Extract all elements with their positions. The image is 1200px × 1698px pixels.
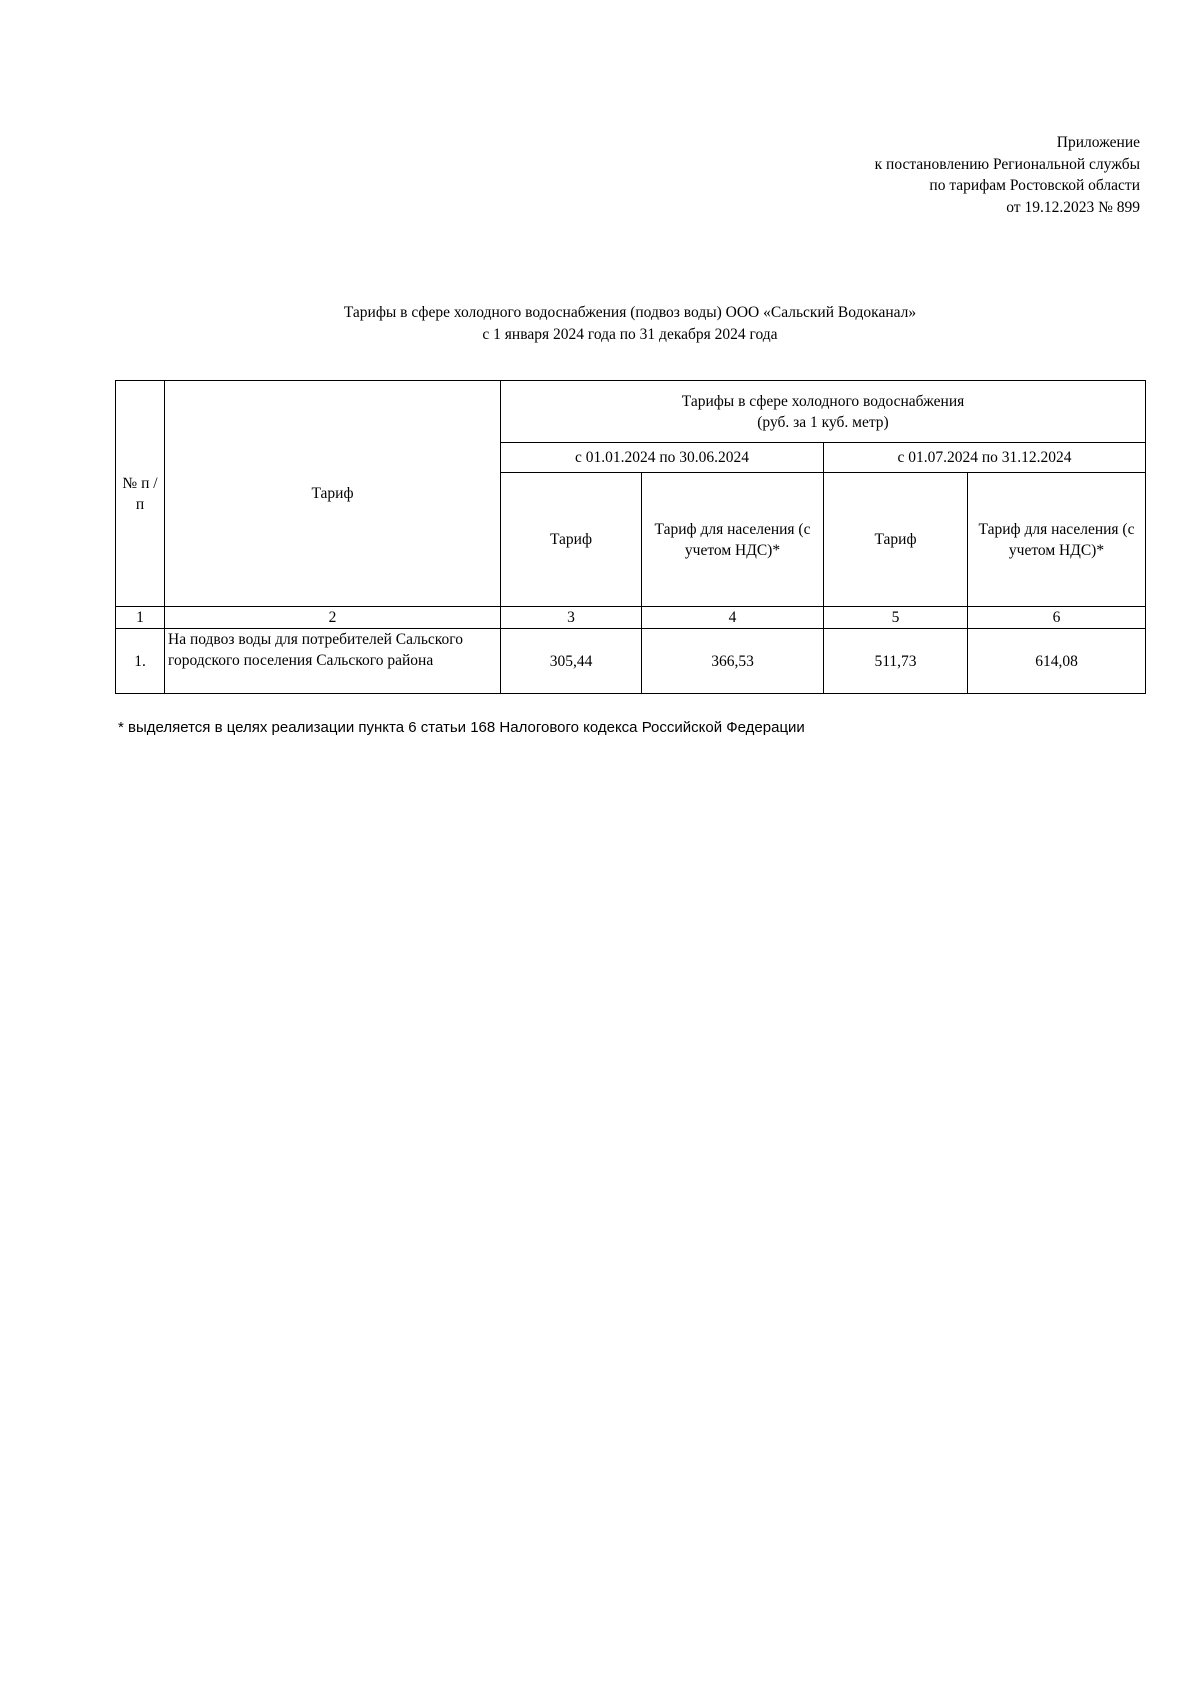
- document-title: [115, 302, 1145, 345]
- row-value-3: 305,44: [501, 629, 642, 694]
- appendix-line-3: по тарифам Ростовской области: [929, 177, 1140, 194]
- row-value-6: 614,08: [968, 629, 1146, 694]
- column-number: 1: [116, 607, 165, 629]
- header-period-2: с 01.07.2024 по 31.12.2024: [824, 443, 1146, 473]
- appendix-header: [875, 132, 1140, 218]
- header-row-1: [116, 381, 1146, 443]
- header-group-title: Тарифы в сфере холодного водоснабжения: [681, 392, 965, 410]
- header-col-3: Тариф: [501, 473, 642, 607]
- row-value-5: 511,73: [824, 629, 968, 694]
- header-col-4: Тариф для населения (с учетом НДС)*: [642, 473, 824, 607]
- column-number: 3: [501, 607, 642, 629]
- header-group-unit: (руб. за 1 куб. метр): [757, 413, 889, 431]
- row-value-4: 366,53: [642, 629, 824, 694]
- table-row: [116, 629, 1146, 694]
- appendix-line-1: Приложение: [1056, 134, 1140, 151]
- header-group-cell: [501, 381, 1146, 443]
- column-number: 2: [165, 607, 501, 629]
- header-tariff: Тариф: [311, 485, 354, 502]
- appendix-line-4: от 19.12.2023 № 899: [1006, 198, 1140, 216]
- header-num-cell: [116, 381, 165, 607]
- header-tariff-cell: [165, 381, 501, 607]
- row-num: 1.: [116, 629, 165, 694]
- column-numbers-row: [116, 607, 1146, 629]
- column-number: 4: [642, 607, 824, 629]
- title-line-1: Тарифы в сфере холодного водоснабжения (подвоз воды) ООО «Сальский Водоканал»: [343, 304, 917, 321]
- column-number: 6: [968, 607, 1146, 629]
- title-line-2: с 1 января 2024 года по 31 декабря 2024 года: [482, 325, 778, 343]
- header-col-6: Тариф для населения (с учетом НДС)*: [968, 473, 1146, 607]
- row-name: На подвоз воды для потребителей Сальского городского поселения Сальского района: [165, 629, 501, 694]
- header-col-5: Тариф: [824, 473, 968, 607]
- column-number: 5: [824, 607, 968, 629]
- footnote: * выделяется в целях реализации пункта 6 статьи 168 Налогового кодекса Российской Федерации: [118, 719, 805, 736]
- tariffs-table: [115, 380, 1146, 694]
- header-num: № п /п: [122, 474, 158, 513]
- appendix-line-2: к постановлению Региональной службы: [874, 155, 1140, 173]
- header-period-1: с 01.01.2024 по 30.06.2024: [501, 443, 824, 473]
